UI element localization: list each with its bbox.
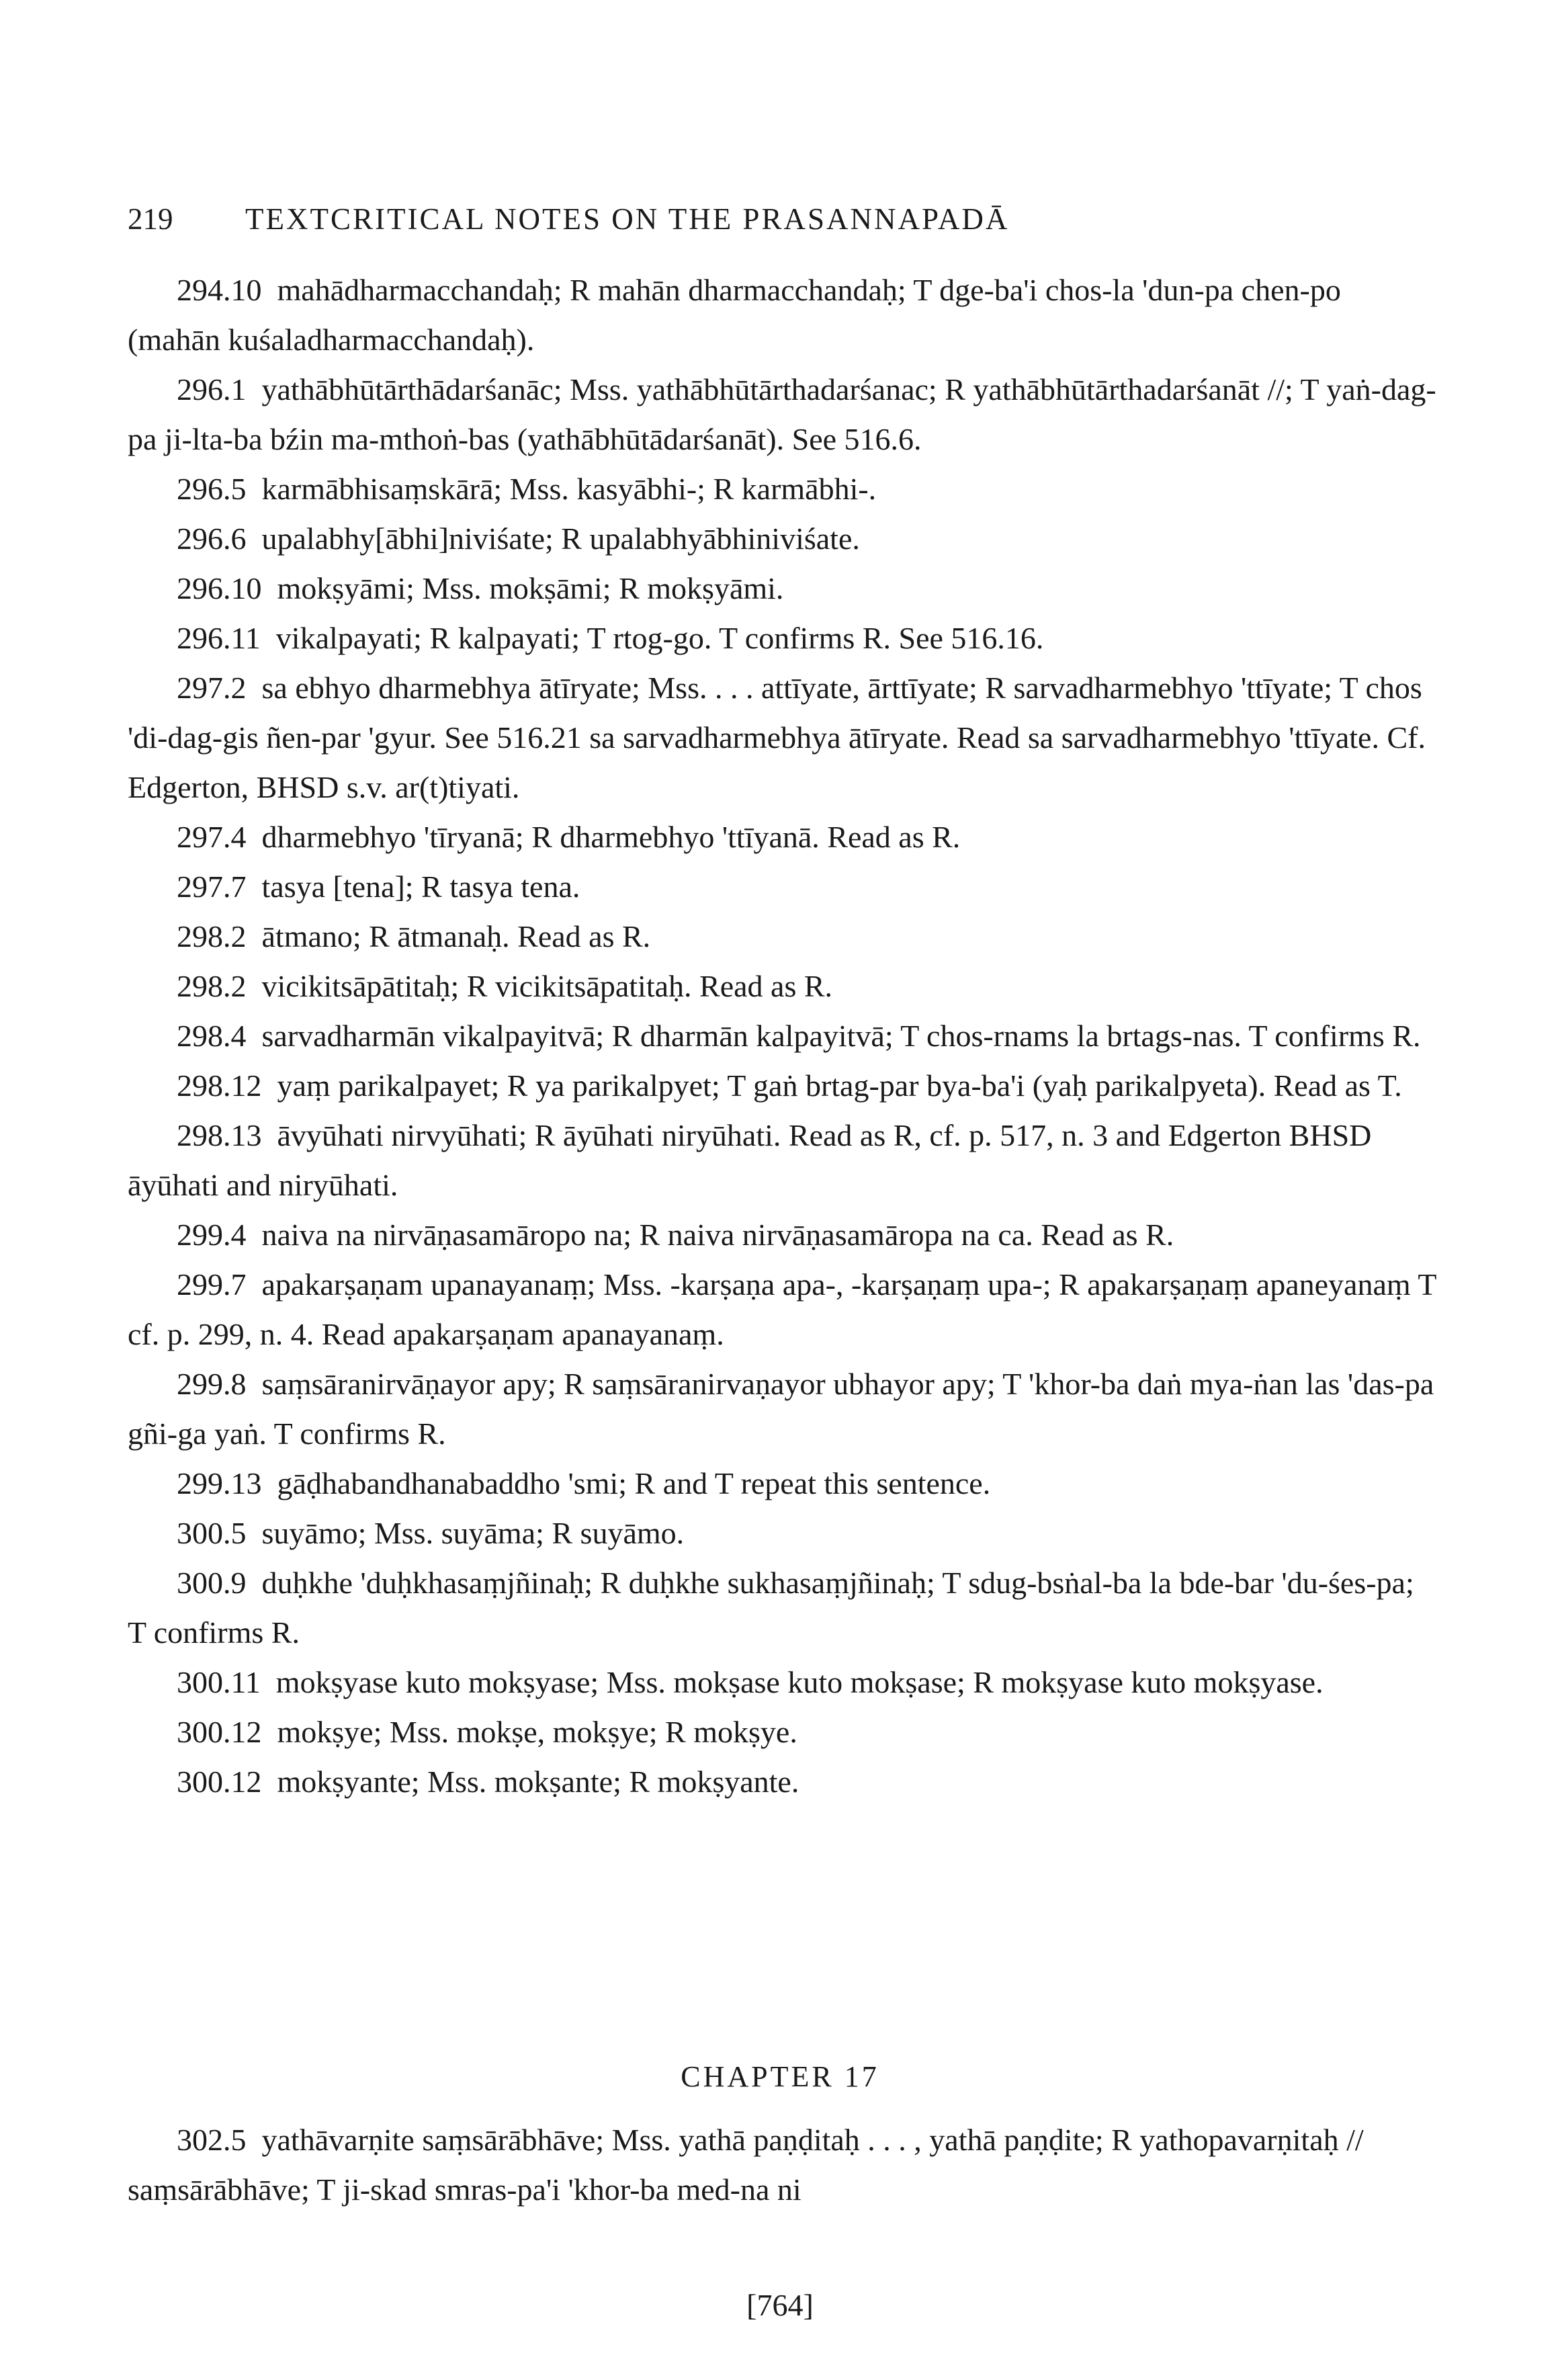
note-text: karmābhisaṃskārā; Mss. kasyābhi-; R karmābhi-. bbox=[261, 472, 877, 506]
note-ref: 298.4 bbox=[177, 1019, 247, 1053]
note-entry bbox=[128, 1508, 1438, 1558]
note-entry bbox=[128, 1459, 1438, 1508]
note-entry bbox=[128, 1707, 1438, 1757]
note-entry bbox=[128, 613, 1438, 663]
note-entry bbox=[128, 962, 1438, 1011]
note-entry bbox=[128, 365, 1438, 464]
note-text: vikalpayati; R kalpayati; T rtog-go. T confirms R. See 516.16. bbox=[275, 621, 1044, 655]
note-ref: 299.7 bbox=[177, 1267, 247, 1302]
note-ref: 300.5 bbox=[177, 1516, 247, 1550]
note-ref: 296.11 bbox=[177, 621, 261, 655]
note-text: upalabhy[ābhi]niviśate; R upalabhyābhiniviśate. bbox=[261, 521, 860, 556]
note-text: apakarṣaṇam upanayanaṃ; Mss. -karṣaṇa apa-, -karṣaṇaṃ upa-; R apakarṣaṇaṃ apaneyanaṃ T cf. p. 299, n. 4. Read apakarṣaṇam apanayanaṃ. bbox=[128, 1267, 1436, 1351]
note-ref: 296.1 bbox=[177, 372, 247, 407]
note-ref: 297.4 bbox=[177, 820, 247, 854]
running-title: TEXTCRITICAL NOTES ON THE PRASANNAPADĀ bbox=[245, 202, 1010, 236]
chapter-notes-list bbox=[128, 2115, 1438, 2215]
note-text: mokṣyante; Mss. mokṣante; R mokṣyante. bbox=[277, 1765, 799, 1799]
note-text: suyāmo; Mss. suyāma; R suyāmo. bbox=[261, 1516, 685, 1550]
note-text: mokṣyāmi; Mss. mokṣāmi; R mokṣyāmi. bbox=[277, 571, 784, 605]
note-ref: 299.8 bbox=[177, 1367, 247, 1401]
note-entry bbox=[128, 1658, 1438, 1707]
note-entry bbox=[128, 564, 1438, 613]
note-ref: 298.2 bbox=[177, 969, 247, 1003]
note-text: tasya [tena]; R tasya tena. bbox=[261, 869, 580, 904]
note-ref: 296.5 bbox=[177, 472, 247, 506]
page-number: 219 bbox=[128, 202, 173, 236]
note-text: mahādharmacchandaḥ; R mahān dharmacchandaḥ; T dge-ba'i chos-la 'dun-pa chen-po (mahān kuśaladharmacchandaḥ). bbox=[128, 273, 1341, 357]
page-marker: [764] bbox=[746, 2288, 814, 2322]
note-ref: 300.11 bbox=[177, 1665, 261, 1699]
note-text: dharmebhyo 'tīryanā; R dharmebhyo 'ttīyanā. Read as R. bbox=[261, 820, 961, 854]
note-ref: 298.12 bbox=[177, 1068, 262, 1103]
note-ref: 299.4 bbox=[177, 1218, 247, 1252]
note-text: sa ebhyo dharmebhya ātīryate; Mss. . . . attīyate, ārttīyate; R sarvadharmebhyo 'ttīyate; T chos 'di-dag-gis ñen-par 'gyur. See 516.21 sa sarvadharmebhya ātīryate. Read sa sarvadharmebhyo 'ttīyate. Cf. Edgerton, BHSD s.v. ar(t)tiyati. bbox=[128, 671, 1426, 804]
note-text: vicikitsāpātitaḥ; R vicikitsāpatitaḥ. Read as R. bbox=[261, 969, 833, 1003]
note-entry bbox=[128, 1011, 1438, 1061]
note-entry bbox=[128, 1210, 1438, 1260]
note-text: yaṃ parikalpayet; R ya parikalpyet; T gaṅ brtag-par bya-ba'i (yaḥ parikalpyeta). Read as T. bbox=[277, 1068, 1402, 1103]
note-entry bbox=[128, 514, 1438, 564]
note-entry bbox=[128, 1111, 1438, 1210]
note-ref: 296.6 bbox=[177, 521, 247, 556]
note-ref: 296.10 bbox=[177, 571, 262, 605]
note-ref: 298.2 bbox=[177, 919, 247, 953]
note-ref: 297.2 bbox=[177, 671, 247, 705]
note-ref: 300.12 bbox=[177, 1765, 262, 1799]
note-text: yathāvarṇite saṃsārābhāve; Mss. yathā paṇḍitaḥ . . . , yathā paṇḍite; R yathopavarṇitaḥ // saṃsārābhāve; T ji-skad smras-pa'i 'khor-ba med-na ni bbox=[128, 2123, 1364, 2207]
note-entry bbox=[128, 464, 1438, 514]
note-ref: 297.7 bbox=[177, 869, 247, 904]
note-ref: 300.12 bbox=[177, 1715, 262, 1749]
note-text: ātmano; R ātmanaḥ. Read as R. bbox=[261, 919, 651, 953]
note-ref: 299.13 bbox=[177, 1466, 262, 1500]
chapter-heading: CHAPTER 17 bbox=[681, 2060, 879, 2093]
note-ref: 294.10 bbox=[177, 273, 262, 307]
note-text: naiva na nirvāṇasamāropo na; R naiva nirvāṇasamāropa na ca. Read as R. bbox=[261, 1218, 1174, 1252]
note-ref: 300.9 bbox=[177, 1566, 247, 1600]
note-entry bbox=[128, 1260, 1438, 1359]
note-entry bbox=[128, 1558, 1438, 1658]
note-text: duḥkhe 'duḥkhasaṃjñinaḥ; R duḥkhe sukhasaṃjñinaḥ; T sdug-bsṅal-ba la bde-bar 'du-śes-pa; T confirms R. bbox=[128, 1566, 1414, 1650]
note-entry bbox=[128, 912, 1438, 962]
note-text: mokṣyase kuto mokṣyase; Mss. mokṣase kuto mokṣase; R mokṣyase kuto mokṣyase. bbox=[275, 1665, 1324, 1699]
running-header bbox=[128, 202, 1009, 237]
note-entry bbox=[128, 663, 1438, 812]
note-text: mokṣye; Mss. mokṣe, mokṣye; R mokṣye. bbox=[277, 1715, 797, 1749]
note-ref: 302.5 bbox=[177, 2123, 247, 2157]
note-text: gāḍhabandhanabaddho 'smi; R and T repeat this sentence. bbox=[277, 1466, 991, 1500]
note-entry bbox=[128, 1757, 1438, 1807]
note-entry bbox=[128, 1359, 1438, 1459]
notes-list bbox=[128, 265, 1438, 1807]
note-entry bbox=[128, 2115, 1438, 2215]
note-ref: 298.13 bbox=[177, 1118, 262, 1152]
note-text: sarvadharmān vikalpayitvā; R dharmān kalpayitvā; T chos-rnams la brtags-nas. T confirms R. bbox=[261, 1019, 1421, 1053]
note-entry bbox=[128, 1061, 1438, 1111]
note-text: yathābhūtārthādarśanāc; Mss. yathābhūtārthadarśanac; R yathābhūtārthadarśanāt //; T yaṅ-dag-pa ji-lta-ba bźin ma-mthoṅ-bas (yathābhūtādarśanāt). See 516.6. bbox=[128, 372, 1436, 456]
note-entry bbox=[128, 812, 1438, 862]
note-text: āvyūhati nirvyūhati; R āyūhati niryūhati. Read as R, cf. p. 517, n. 3 and Edgerton BHSD āyūhati and niryūhati. bbox=[128, 1118, 1372, 1202]
note-text: saṃsāranirvāṇayor apy; R saṃsāranirvaṇayor ubhayor apy; T 'khor-ba daṅ mya-ṅan las 'das-pa gñi-ga yaṅ. T confirms R. bbox=[128, 1367, 1434, 1451]
note-entry bbox=[128, 862, 1438, 912]
note-entry bbox=[128, 265, 1438, 365]
